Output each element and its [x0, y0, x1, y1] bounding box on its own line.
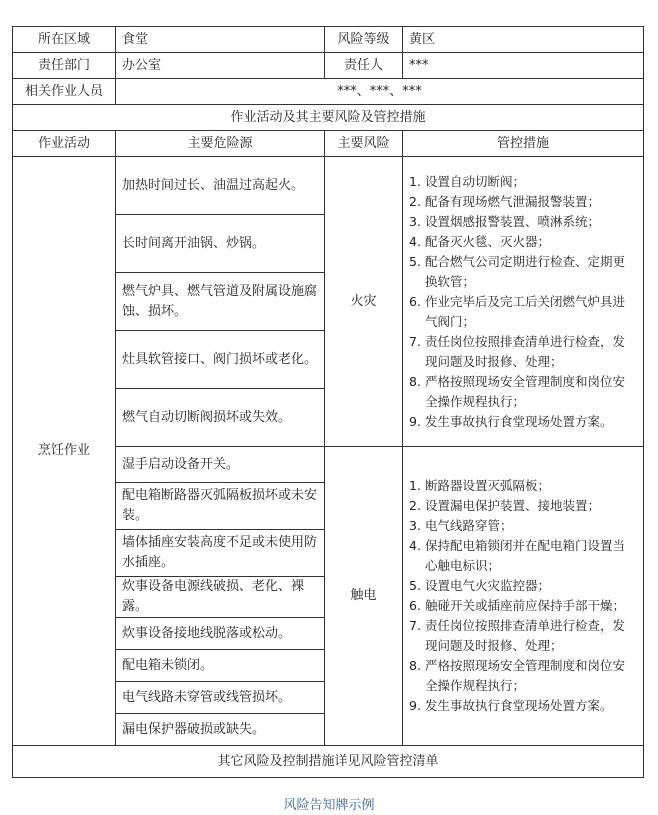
measure-number: 3.: [409, 518, 421, 533]
hazard-cell: 燃气自动切断阀损坏或失效。: [116, 389, 325, 447]
measure-number: 7.: [409, 333, 421, 349]
measure-number: 8.: [409, 373, 421, 389]
measure-text: 配合燃气公司定期进行检查、定期更换软管；: [425, 253, 626, 289]
measure-item: [409, 576, 637, 596]
hazard-cell: 配电箱未锁闭。: [116, 650, 325, 682]
footer-note: 其它风险及控制措施详见风险管控清单: [13, 746, 644, 778]
header-row-dept: [13, 53, 644, 79]
measure-item: [409, 496, 637, 516]
measure-item: [409, 656, 637, 696]
measure-text: 保持配电箱锁闭并在配电箱门设置当心触电标识；: [425, 538, 626, 573]
hazard-cell: 长时间离开油锅、炒锅。: [116, 215, 325, 273]
measure-text: 严格按照现场安全管理制度和岗位安全操作规程执行；: [425, 658, 626, 693]
measure-number: 1.: [409, 173, 421, 189]
measure-item: [409, 252, 637, 292]
hazard-cell: 墙体插座安装高度不足或未使用防水插座。: [116, 530, 325, 577]
measure-number: 4.: [409, 538, 421, 553]
measure-number: 2.: [409, 193, 421, 209]
measure-item: [409, 332, 637, 372]
measure-number: 9.: [409, 698, 421, 713]
measure-number: 5.: [409, 253, 421, 269]
hazard-cell: 炊事设备接地线脱落或松动。: [116, 618, 325, 650]
risk-notice-board: [12, 26, 643, 778]
measure-number: 1.: [409, 478, 421, 493]
hazard-cell: 配电箱断路器灭弧隔板损坏或未安装。: [116, 483, 325, 530]
measure-text: 责任岗位按照排查清单进行检查，发现问题及时报修、处理；: [425, 618, 626, 653]
col-header-activity: 作业活动: [13, 131, 116, 157]
header-row-staff: [13, 79, 644, 105]
measure-text: 断路器设置灭弧隔板；: [425, 478, 551, 493]
measure-text: 责任岗位按照排查清单进行检查，发现问题及时报修、处理；: [425, 333, 626, 369]
measure-item: [409, 192, 637, 212]
measure-text: 发生事故执行食堂现场处置方案。: [425, 698, 613, 713]
measure-item: [409, 696, 637, 716]
measure-item: [409, 596, 637, 616]
measure-text: 触碰开关或插座前应保持手部干燥；: [425, 598, 626, 613]
measure-number: 3.: [409, 213, 421, 229]
fire-measures-list: [409, 172, 637, 432]
measure-number: 6.: [409, 293, 421, 309]
risk-detail-table: [12, 156, 644, 778]
measure-text: 严格按照现场安全管理制度和岗位安全操作规程执行；: [425, 373, 626, 409]
col-header-risk: 主要风险: [325, 131, 403, 157]
level-label: 风险等级: [325, 27, 403, 53]
measure-number: 6.: [409, 598, 421, 613]
measure-number: 9.: [409, 413, 421, 429]
level-value: 黄区: [403, 27, 644, 53]
measure-text: 设置漏电保护装置、接地装置；: [425, 498, 601, 513]
risk-table: [12, 26, 644, 157]
measure-number: 4.: [409, 233, 421, 249]
hazard-cell: 燃气炉具、燃气管道及附属设施腐蚀、损坏。: [116, 273, 325, 331]
col-header-hazard: 主要危险源: [116, 131, 325, 157]
measure-number: 8.: [409, 658, 421, 673]
shock-measures-cell: [403, 447, 644, 746]
measure-item: [409, 232, 637, 252]
person-value: ***: [403, 53, 644, 79]
shock-measures-list: [409, 476, 637, 716]
activity-cell: 烹饪作业: [13, 157, 116, 746]
hazard-cell: 电气线路未穿管或线管损坏。: [116, 682, 325, 714]
measure-item: [409, 292, 637, 332]
measure-item: [409, 172, 637, 192]
dept-value: 办公室: [116, 53, 325, 79]
measure-item: [409, 372, 637, 412]
measure-text: 设置烟感报警装置、喷淋系统；: [425, 213, 601, 229]
measure-item: [409, 212, 637, 232]
column-header-row: [13, 131, 644, 157]
measure-item: [409, 412, 637, 432]
measure-item: [409, 476, 637, 496]
header-row-area: [13, 27, 644, 53]
measure-text: 设置电气火灾监控器；: [425, 578, 551, 593]
fire-measures-cell: [403, 157, 644, 447]
footer-row: [13, 746, 644, 778]
risk-fire: 火灾: [325, 157, 403, 447]
hazard-cell: 湿手启动设备开关。: [116, 447, 325, 483]
section-title-row: [13, 105, 644, 131]
measure-text: 电气线路穿管；: [425, 518, 513, 533]
measure-text: 配备灭火毯、灭火器；: [425, 233, 551, 249]
measure-item: [409, 616, 637, 656]
caption: 风险告知牌示例: [283, 798, 375, 813]
dept-label: 责任部门: [13, 53, 116, 79]
section-title: 作业活动及其主要风险及管控措施: [13, 105, 644, 131]
staff-label: 相关作业人员: [13, 79, 116, 105]
person-label: 责任人: [325, 53, 403, 79]
hazard-cell: 漏电保护器破损或缺失。: [116, 714, 325, 746]
measure-text: 作业完毕后及完工后关闭燃气炉具进气阀门；: [425, 293, 626, 329]
measure-text: 设置自动切断阀；: [425, 173, 526, 189]
staff-value: ***、***、***: [116, 79, 644, 105]
risk-shock: 触电: [325, 447, 403, 746]
col-header-measures: 管控措施: [403, 131, 644, 157]
hazard-cell: 炊事设备电源线破损、老化、裸露。: [116, 577, 325, 618]
measure-item: [409, 536, 637, 576]
measure-number: 5.: [409, 578, 421, 593]
measure-text: 发生事故执行食堂现场处置方案。: [425, 413, 613, 429]
hazard-cell: 灶具软管接口、阀门损坏或老化。: [116, 331, 325, 389]
measure-number: 2.: [409, 498, 421, 513]
measure-number: 7.: [409, 618, 421, 633]
measure-text: 配备有现场燃气泄漏报警装置；: [425, 193, 601, 209]
area-label: 所在区域: [13, 27, 116, 53]
measure-item: [409, 516, 637, 536]
hazard-cell: 加热时间过长、油温过高起火。: [116, 157, 325, 215]
area-value: 食堂: [116, 27, 325, 53]
